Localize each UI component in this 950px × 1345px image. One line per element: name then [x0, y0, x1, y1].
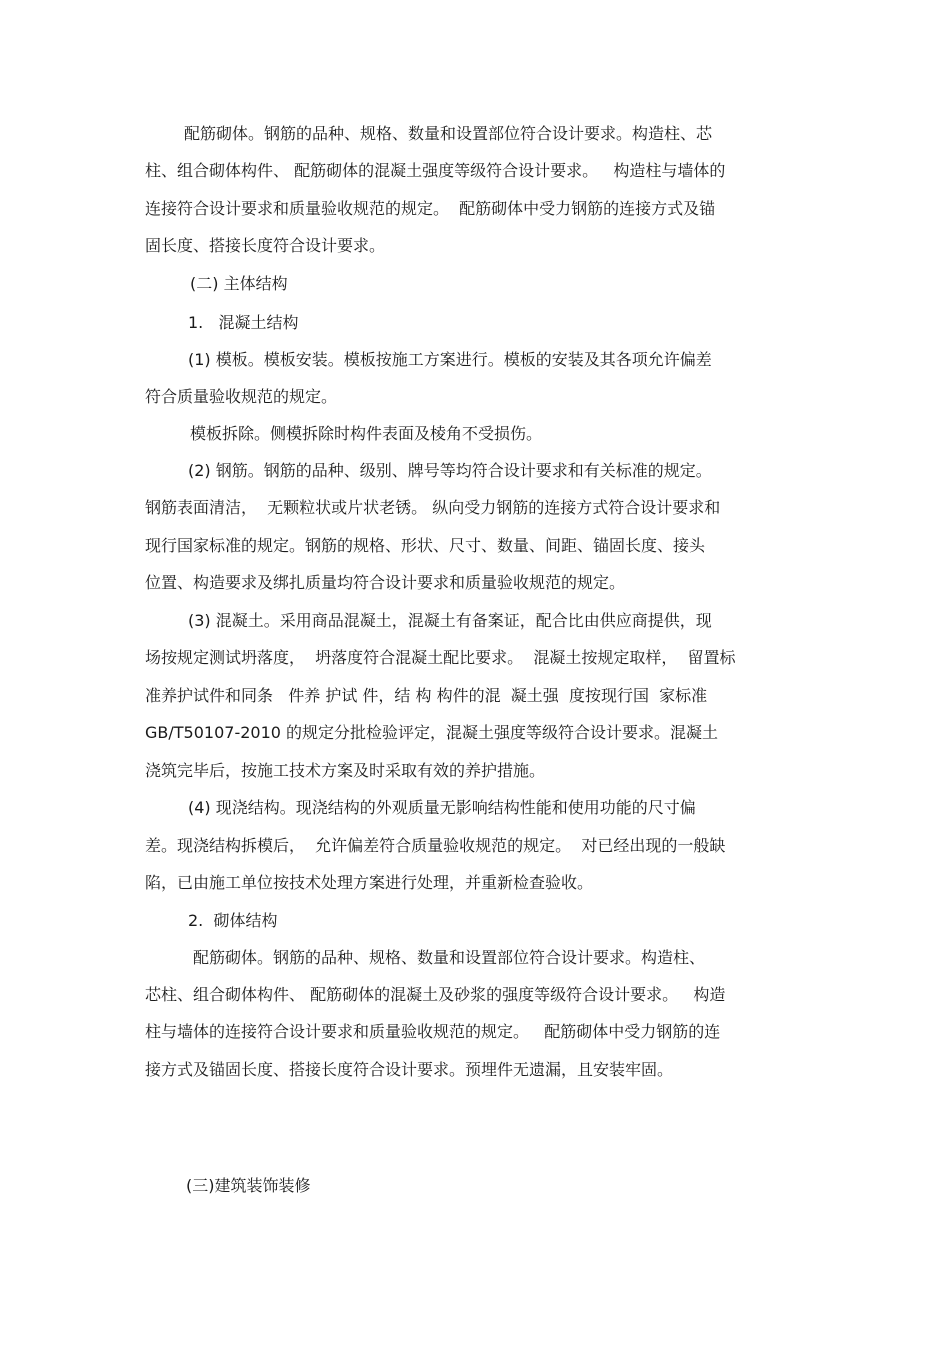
- paragraph-line: 配筋砌体。钢筋的品种、规格、数量和设置部位符合设计要求。构造柱、: [193, 948, 706, 967]
- paragraph-line: (4) 现浇结构。现浇结构的外观质量无影响结构性能和使用功能的尺寸偏: [188, 798, 696, 817]
- section-heading: (二) 主体结构: [190, 274, 288, 293]
- paragraph-line: 准养护试件和同条 件养 护试 件，结 构 构件的混 凝土强 度按现行国 家标准: [145, 686, 708, 705]
- paragraph-line: 钢筋表面清洁， 无颗粒状或片状老锈。 纵向受力钢筋的连接方式符合设计要求和: [145, 498, 721, 517]
- paragraph-line: 柱与墙体的连接符合设计要求和质量验收规范的规定。 配筋砌体中受力钢筋的连: [145, 1022, 721, 1041]
- paragraph-line: 差。现浇结构拆模后， 允许偏差符合质量验收规范的规定。 对已经出现的一般缺: [145, 836, 726, 855]
- paragraph-line: (1) 模板。模板安装。模板按施工方案进行。模板的安装及其各项允许偏差: [188, 350, 712, 369]
- paragraph-line: 芯柱、组合砌体构件、 配筋砌体的混凝土及砂浆的强度等级符合设计要求。 构造: [145, 985, 726, 1004]
- paragraph-line: 接方式及锚固长度、搭接长度符合设计要求。预埋件无遗漏，且安装牢固。: [145, 1060, 674, 1079]
- paragraph-line: 浇筑完毕后，按施工技术方案及时采取有效的养护措施。: [145, 761, 546, 780]
- section-heading: (三)建筑装饰装修: [186, 1176, 311, 1195]
- paragraph-line: 现行国家标准的规定。钢筋的规格、形状、尺寸、数量、间距、锚固长度、接头: [145, 536, 706, 555]
- paragraph-line: 连接符合设计要求和质量验收规范的规定。 配筋砌体中受力钢筋的连接方式及锚: [145, 199, 716, 218]
- paragraph-line: 柱、组合砌体构件、 配筋砌体的混凝土强度等级符合设计要求。 构造柱与墙体的: [145, 161, 726, 180]
- paragraph-line: 符合质量验收规范的规定。: [145, 387, 338, 406]
- subsection-heading: 1. 混凝土结构: [188, 313, 299, 332]
- paragraph-line: GB/T50107-2010 的规定分批检验评定，混凝土强度等级符合设计要求。混凝土: [145, 723, 719, 742]
- paragraph-line: 配筋砌体。钢筋的品种、规格、数量和设置部位符合设计要求。构造柱、芯: [184, 124, 713, 143]
- paragraph-line: 陷，已由施工单位按技术处理方案进行处理，并重新检查验收。: [145, 873, 594, 892]
- paragraph-line: (2) 钢筋。钢筋的品种、级别、牌号等均符合设计要求和有关标准的规定。: [188, 461, 712, 480]
- subsection-heading: 2. 砌体结构: [188, 911, 278, 930]
- paragraph-line: 模板拆除。侧模拆除时构件表面及棱角不受损伤。: [190, 424, 543, 443]
- paragraph-line: 固长度、搭接长度符合设计要求。: [145, 236, 386, 255]
- paragraph-line: 位置、构造要求及绑扎质量均符合设计要求和质量验收规范的规定。: [145, 573, 626, 592]
- paragraph-line: 场按规定测试坍落度， 坍落度符合混凝土配比要求。 混凝土按规定取样， 留置标: [145, 648, 736, 667]
- paragraph-line: (3) 混凝土。采用商品混凝土，混凝土有备案证，配合比由供应商提供，现: [188, 611, 712, 630]
